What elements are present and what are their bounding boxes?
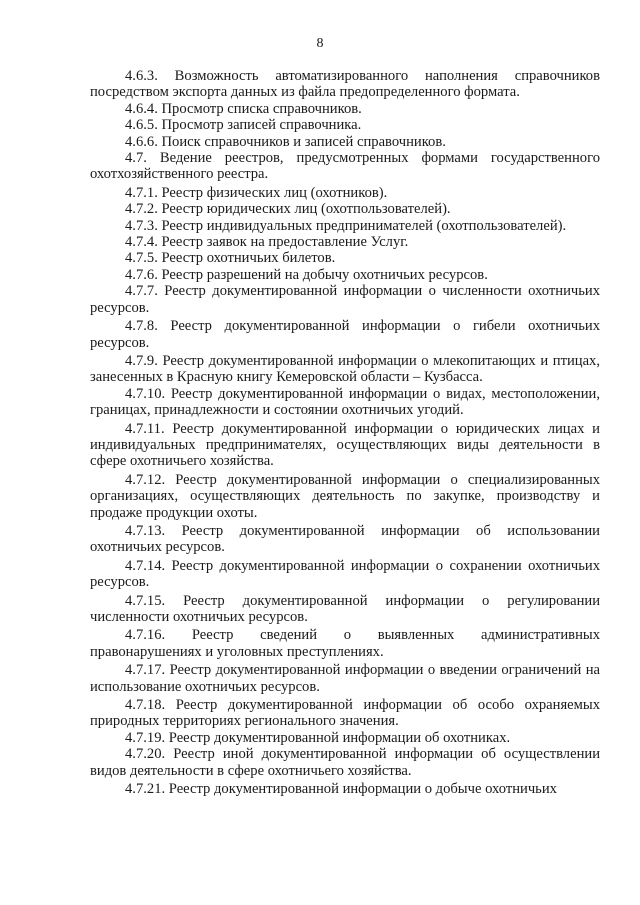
paragraph-4-7-1: 4.7.1. Реестр физических лиц (охотников). — [125, 184, 388, 201]
paragraph-4-6-6: 4.6.6. Поиск справочников и записей справочников. — [125, 133, 446, 150]
paragraph-4-7-12: 4.7.12. Реестр документированной информации о специализированных организациях, осуществляющих деятельность по закупке, производству и продаже продукции охоты. — [90, 471, 600, 521]
paragraph-4-7-14: 4.7.14. Реестр документированной информации о сохранении охотничьих ресурсов. — [90, 557, 600, 591]
paragraph-4-7-2: 4.7.2. Реестр юридических лиц (охотпользователей). — [125, 201, 451, 218]
paragraph-4-7-21: 4.7.21. Реестр документированной информации о добыче охотничьих — [125, 781, 557, 798]
paragraph-4-7-15: 4.7.15. Реестр документированной информации о регулировании численности охотничьих ресурсов. — [90, 592, 600, 625]
paragraph-4-6-4: 4.6.4. Просмотр списка справочников. — [125, 100, 362, 117]
paragraph-4-7-6: 4.7.6. Реестр разрешений на добычу охотничьих ресурсов. — [125, 266, 488, 283]
paragraph-4-7-18: 4.7.18. Реестр документированной информации об особо охраняемых природных территориях регионального значения. — [90, 697, 600, 730]
paragraph-4-7-9: 4.7.9. Реестр документированной информации о млекопитающих и птицах, занесенных в Красную книгу Кемеровской области – Кузбасса. — [90, 352, 600, 386]
paragraph-4-7-8: 4.7.8. Реестр документированной информации о гибели охотничьих ресурсов. — [90, 318, 600, 351]
paragraph-4-7-11: 4.7.11. Реестр документированной информации о юридических лицах и индивидуальных предпринимателях, осуществляющих виды деятельности в сфере охотничьего хозяйства. — [90, 420, 600, 470]
paragraph-4-7-4: 4.7.4. Реестр заявок на предоставление Услуг. — [125, 234, 409, 251]
paragraph-4-6-3: 4.6.3. Возможность автоматизированного наполнения справочников посредством экспорта данных из файла предопределенного формата. — [90, 68, 600, 101]
page-number: 8 — [316, 36, 324, 51]
paragraph-4-7-20: 4.7.20. Реестр иной документированной информации об осуществлении видов деятельности в сфере охотничьего хозяйства. — [90, 746, 600, 779]
paragraph-4-7: 4.7. Ведение реестров, предусмотренных формами государственного охотхозяйственного реестра. — [90, 150, 600, 183]
paragraph-4-6-5: 4.6.5. Просмотр записей справочника. — [125, 117, 362, 134]
paragraph-4-7-10: 4.7.10. Реестр документированной информации о видах, местоположении, границах, принадлежности и состоянии охотничьих угодий. — [90, 385, 600, 419]
paragraph-4-7-5: 4.7.5. Реестр охотничьих билетов. — [125, 250, 336, 267]
paragraph-4-7-19: 4.7.19. Реестр документированной информации об охотниках. — [125, 729, 511, 746]
paragraph-4-7-16: 4.7.16. Реестр сведений о выявленных административных правонарушениях и уголовных преступлениях. — [90, 627, 600, 660]
paragraph-4-7-13: 4.7.13. Реестр документированной информации об использовании охотничьих ресурсов. — [90, 522, 600, 556]
paragraph-4-7-17: 4.7.17. Реестр документированной информации о введении ограничений на использование охотничьих ресурсов. — [90, 662, 600, 695]
document-body — [90, 68, 600, 797]
paragraph-4-7-7: 4.7.7. Реестр документированной информации о численности охотничьих ресурсов. — [90, 283, 600, 316]
paragraph-4-7-3: 4.7.3. Реестр индивидуальных предпринимателей (охотпользователей). — [125, 217, 567, 234]
